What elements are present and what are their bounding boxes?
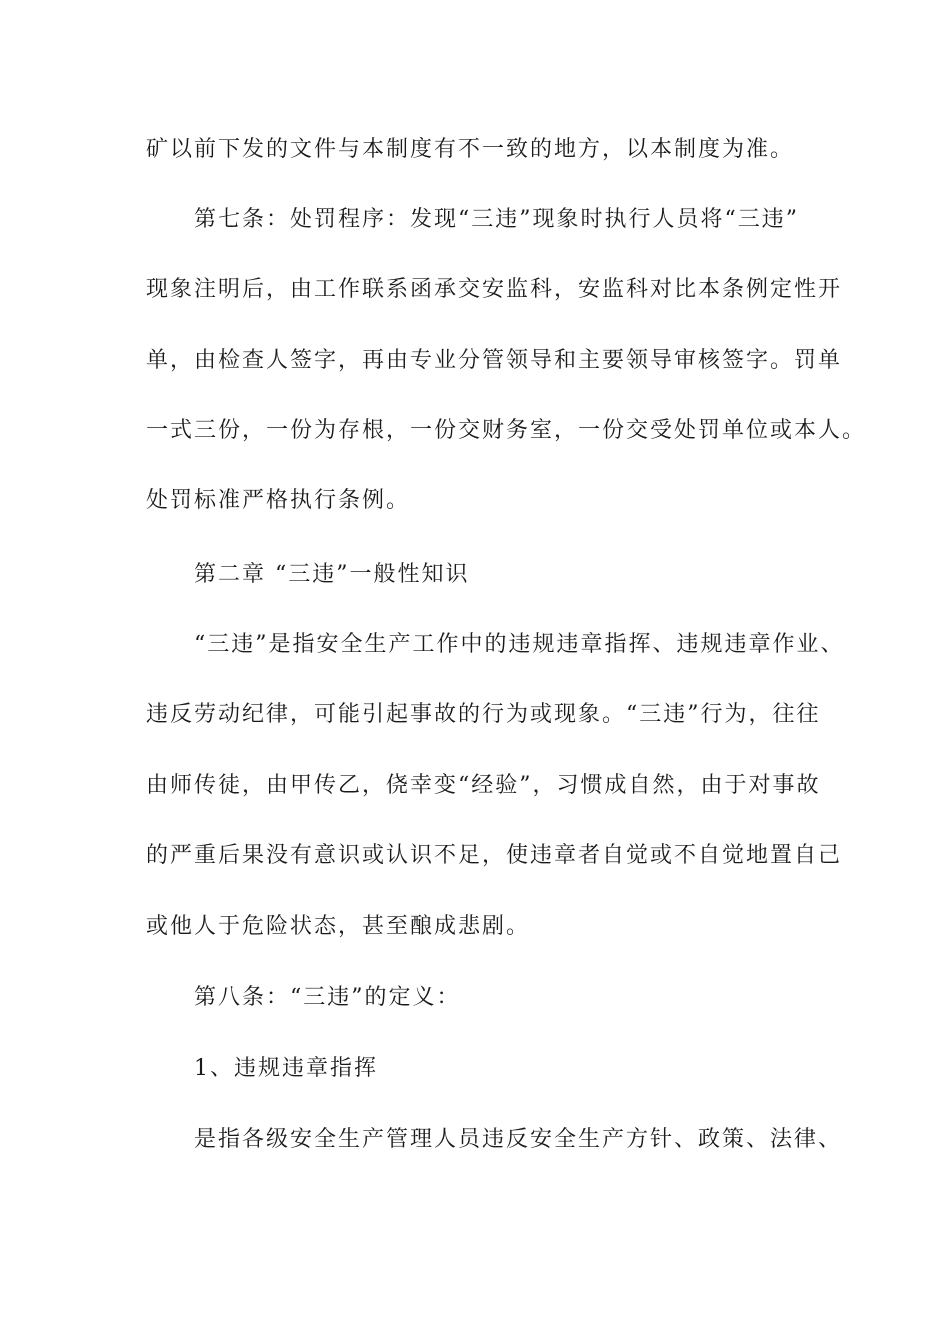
paragraph-line: 现象注明后，由工作联系函承交安监科，安监科对比本条例定性开 <box>146 277 843 302</box>
article-eight-heading: 第八条：“三违”的定义： <box>194 985 461 1010</box>
paragraph-line: 是指各级安全生产管理人员违反安全生产方针、政策、法律、 <box>194 1127 843 1152</box>
list-item-heading: 1、违规违章指挥 <box>194 1056 378 1081</box>
paragraph-line: 处罚标准严格执行条例。 <box>146 488 411 513</box>
article-seven-heading-line: 第七条：处罚程序：发现“三违”现象时执行人员将“三违” <box>194 207 799 232</box>
paragraph-line: 的严重后果没有意识或认识不足，使违章者自觉或不自觉地置自己 <box>146 843 843 868</box>
paragraph-line: 违反劳动纪律，可能引起事故的行为或现象。“三违”行为，往往 <box>146 702 821 727</box>
chapter-two-heading: 第二章 “三违”一般性知识 <box>194 562 470 587</box>
paragraph-line: 单，由检查人签字，再由专业分管领导和主要领导审核签字。罚单 <box>146 348 843 373</box>
paragraph-line: 或他人于危险状态，甚至酿成悲剧。 <box>146 914 531 939</box>
paragraph-line: 由师传徒，由甲传乙，侥幸变“经验”，习惯成自然，由于对事故 <box>146 773 821 798</box>
paragraph-line: 一式三份，一份为存根，一份交财务室，一份交受处罚单位或本人。 <box>146 418 867 443</box>
paragraph-line: 矿以前下发的文件与本制度有不一致的地方，以本制度为准。 <box>146 137 795 162</box>
paragraph-line: “三违”是指安全生产工作中的违规违章指挥、违规违章作业、 <box>194 632 845 657</box>
